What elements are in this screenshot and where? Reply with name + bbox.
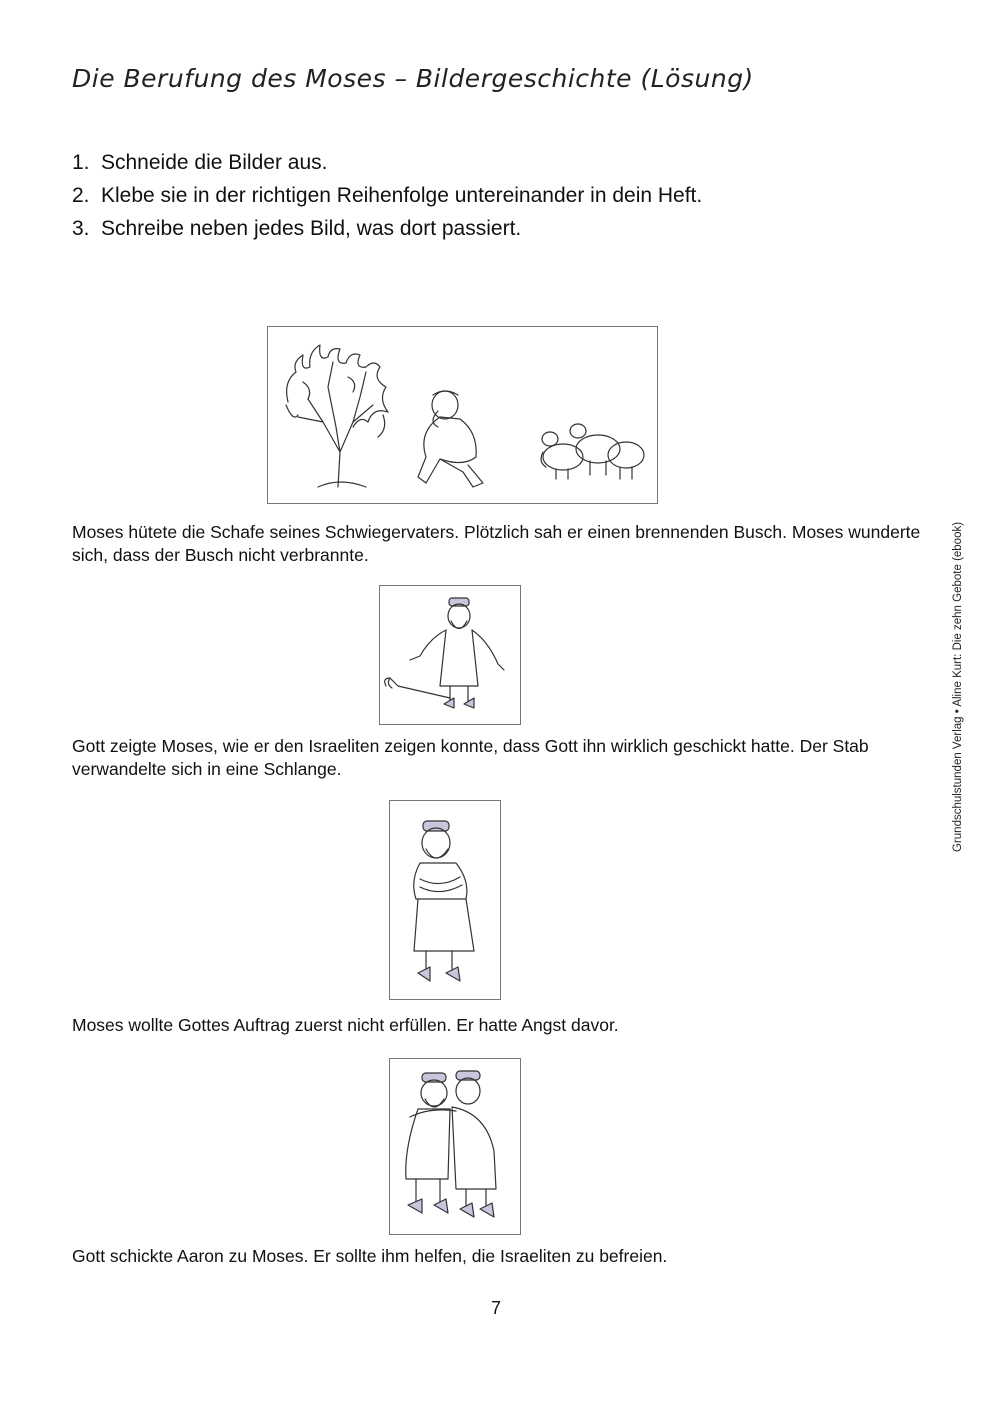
burning-bush-illustration	[267, 326, 658, 504]
panel-caption: Gott schickte Aaron zu Moses. Er sollte ihm helfen, die Israeliten zu befreien.	[72, 1246, 668, 1266]
panel-caption: Moses wollte Gottes Auftrag zuerst nicht erfüllen. Er hatte Angst davor.	[72, 1015, 619, 1035]
instruction-text: Schreibe neben jedes Bild, was dort passiert.	[101, 217, 522, 240]
panel-caption: Gott zeigte Moses, wie er den Israeliten zeigen konnte, dass Gott ihn wirklich geschickt hatte. Der Stab verwandelte sich in eine Schlange.	[72, 736, 869, 779]
instruction-number: 3.	[72, 217, 90, 240]
instruction-list	[72, 146, 702, 245]
instruction-item	[72, 146, 702, 179]
instruction-item	[72, 179, 702, 212]
publisher-note: Grundschulstunden Verlag • Aline Kurt: Die zehn Gebote (ebook)	[952, 521, 964, 852]
moses-and-aaron-illustration	[389, 1058, 521, 1235]
instruction-text: Klebe sie in der richtigen Reihenfolge untereinander in dein Heft.	[101, 184, 703, 207]
panel-caption: Moses hütete die Schafe seines Schwiegervaters. Plötzlich sah er einen brennenden Busch. Moses wunderte sich, dass der Busch nicht verbrannte.	[72, 522, 921, 565]
fearful-moses-illustration	[389, 800, 501, 1000]
instruction-item	[72, 212, 702, 245]
staff-illustration	[379, 585, 521, 725]
page-number: 7	[490, 1298, 501, 1318]
worksheet-title: Die Berufung des Moses – Bildergeschichte (Lösung)	[72, 64, 754, 93]
instruction-text: Schneide die Bilder aus.	[101, 151, 328, 174]
instruction-number: 1.	[72, 151, 90, 174]
instruction-number: 2.	[72, 184, 90, 207]
